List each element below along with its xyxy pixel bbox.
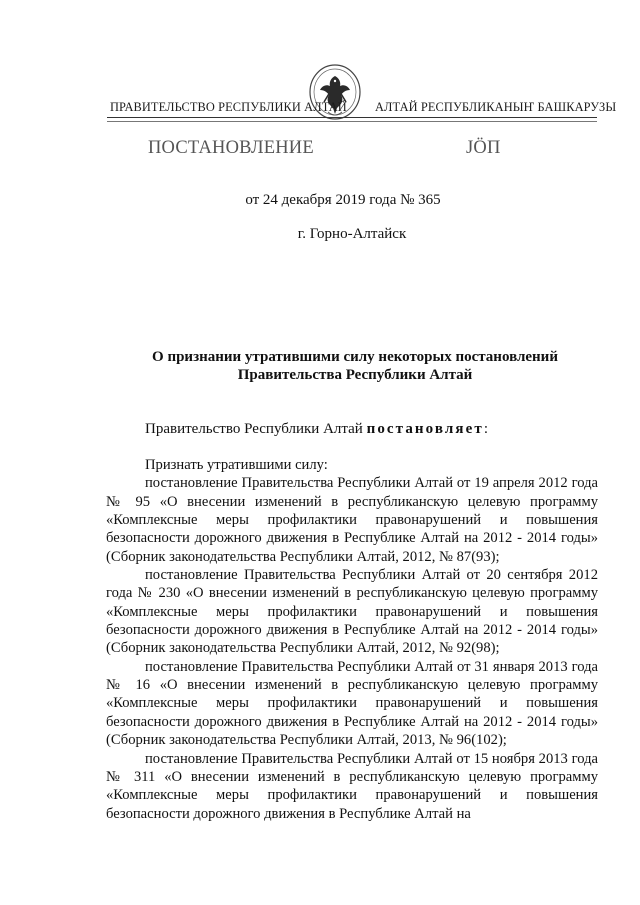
document-body — [106, 456, 598, 823]
header-divider — [107, 117, 597, 118]
document-city: г. Горно-Алтайск — [297, 226, 407, 242]
document-title-line2: Правительства Республики Алтай — [237, 367, 473, 383]
doc-type-alt: ЈӦП — [466, 138, 501, 158]
body-item-1: постановление Правительства Республики Алтай от 19 апреля 2012 года № 95 «О внесении изменений в республиканскую целевую программу «Комплексные меры профилактики правонарушений и повышения безопасности дорожного движения в Республике Алтай на 2012 - 2014 годы» (Сборник законодательства Республики Алтай, 2012, № 87(93); — [106, 475, 598, 565]
body-lead: Признать утратившими силу: — [145, 457, 328, 473]
document-title-line1: О признании утратившими силу некоторых постановлений — [152, 349, 558, 365]
document-date-number: от 24 декабря 2019 года № 365 — [245, 192, 441, 208]
intro-prefix: Правительство Республики Алтай — [145, 421, 367, 437]
resolution-intro — [145, 420, 488, 438]
intro-keyword: постановляет — [366, 421, 484, 437]
header-ru-authority: ПРАВИТЕЛЬСТВО РЕСПУБЛИКИ АЛТАЙ — [110, 100, 347, 114]
body-item-3: постановление Правительства Республики Алтай от 31 января 2013 года № 16 «О внесении изменений в республиканскую целевую программу «Комплексные меры профилактики правонарушений и повышения безопасности дорожного движения в Республике Алтай на 2012 - 2014 годы» (Сборник законодательства Республики Алтай, 2013, № 96(102); — [106, 658, 598, 749]
doc-type-ru: ПОСТАНОВЛЕНИЕ — [148, 138, 314, 158]
intro-suffix: : — [483, 421, 489, 437]
document-title — [110, 348, 600, 384]
body-item-4: постановление Правительства Республики Алтай от 15 ноября 2013 года № 311 «О внесении изменений в республиканскую целевую программу «Комплексные меры профилактики правонарушений и повышения безопасности дорожного движения в Республике Алтай на — [106, 750, 598, 822]
header-alt-authority: АЛТАЙ РЕСПУБЛИКАНЫҤ БАШКАРУЗЫ — [375, 100, 617, 114]
body-item-2: постановление Правительства Республики Алтай от 20 сентября 2012 года № 230 «О внесении изменений в республиканскую целевую программу «Комплексные меры профилактики правонарушений и повышения безопасности дорожного движения в Республике Алтай на 2012 - 2014 годы» (Сборник законодательства Республики Алтай, 2012, № 92(98); — [106, 567, 598, 657]
header-divider-thin — [107, 121, 597, 122]
